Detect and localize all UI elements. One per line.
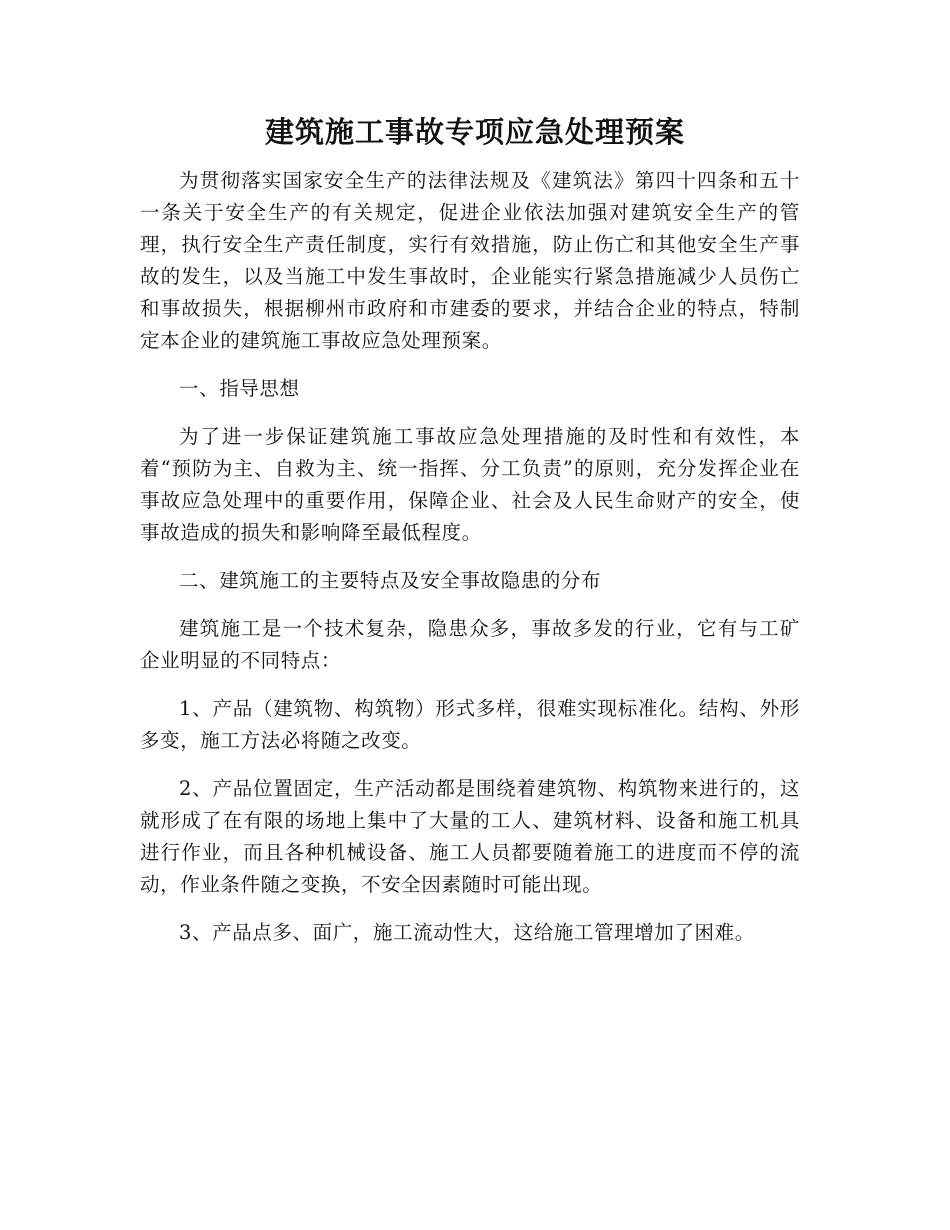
- point-3-paragraph: 3、产品点多、面广，施工流动性大，这给施工管理增加了困难。: [179, 921, 755, 944]
- guiding-principle-paragraph: 为了进一步保证建筑施工事故应急处理措施的及时性和有效性，本着“预防为主、自救为主、统一指挥、分工负责”的原则，充分发挥企业在事故应急处理中的重要作用，保障企业、社会及人民生命财产的安全，使事故造成的损失和影响降至最低程度。: [140, 425, 800, 544]
- characteristics-intro-paragraph: 建筑施工是一个技术复杂，隐患众多，事故多发的行业，它有与工矿企业明显的不同特点：: [140, 617, 800, 672]
- section-heading-guiding-principle: 一、指导思想: [179, 377, 300, 400]
- point-1-paragraph: 1、产品（建筑物、构筑物）形式多样，很难实现标准化。结构、外形多变，施工方法必将随之改变。: [140, 697, 800, 752]
- document-body: [140, 165, 800, 965]
- document-title: 建筑施工事故专项应急处理预案: [264, 115, 685, 149]
- section-heading-characteristics: 二、建筑施工的主要特点及安全事故隐患的分布: [179, 569, 602, 592]
- point-2-paragraph: 2、产品位置固定，生产活动都是围绕着建筑物、构筑物来进行的，这就形成了在有限的场地上集中了大量的工人、建筑材料、设备和施工机具进行作业，而且各种机械设备、施工人员都要随着施工的进度而不停的流动，作业条件随之变换，不安全因素随时可能出现。: [140, 777, 800, 896]
- intro-paragraph: 为贯彻落实国家安全生产的法律法规及《建筑法》第四十四条和五十一条关于安全生产的有关规定，促进企业依法加强对建筑安全生产的管理，执行安全生产责任制度，实行有效措施，防止伤亡和其他安全生产事故的发生，以及当施工中发生事故时，企业能实行紧急措施减少人员伤亡和事故损失，根据柳州市政府和市建委的要求，并结合企业的特点，特制定本企业的建筑施工事故应急处理预案。: [140, 169, 800, 352]
